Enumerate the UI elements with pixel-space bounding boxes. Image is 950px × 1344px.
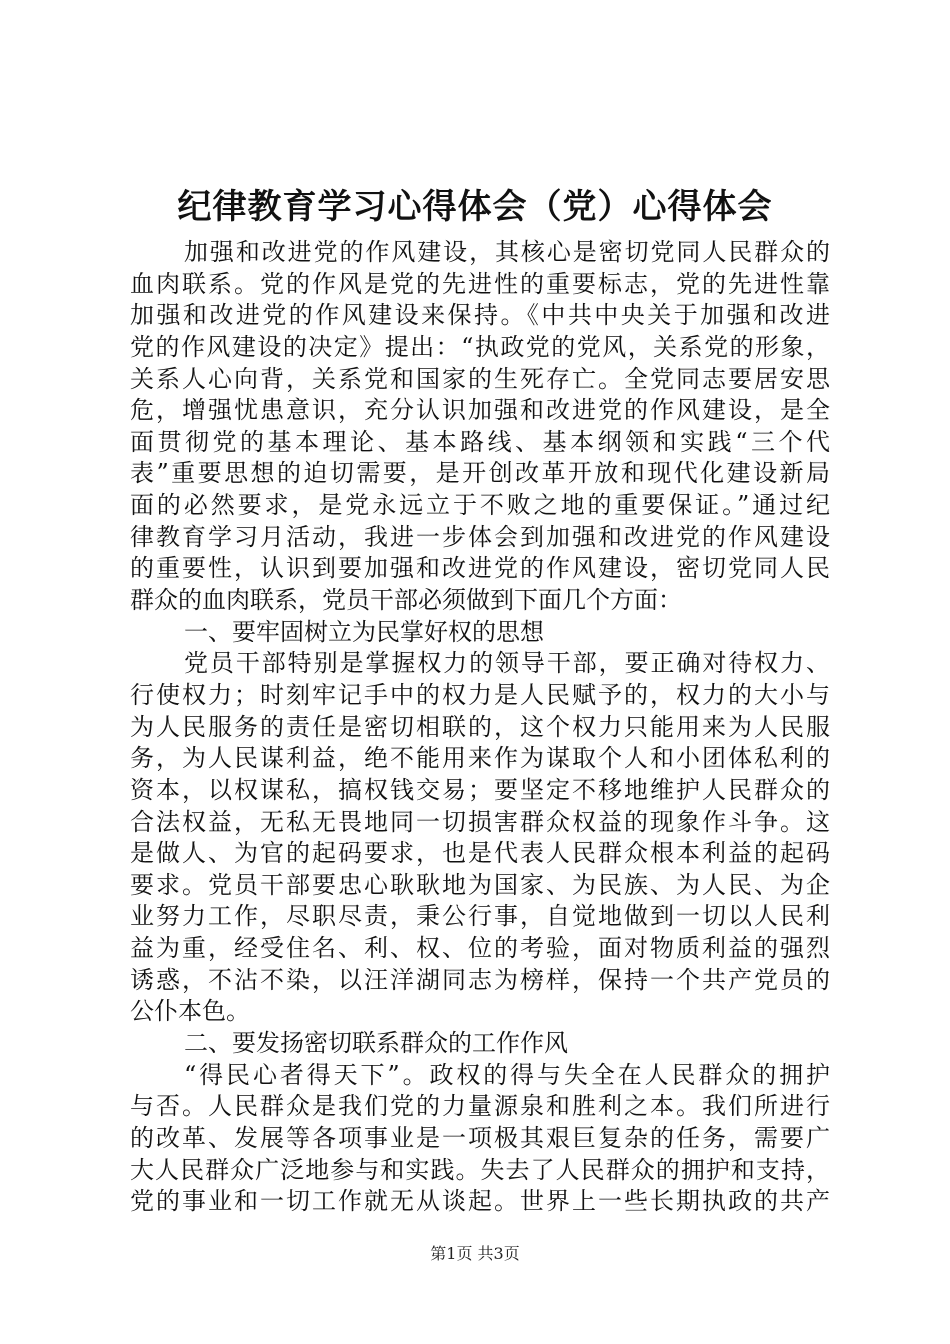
text-line: 群众的血肉联系，党员干部必须做到下面几个方面： bbox=[130, 586, 682, 615]
text-line: 大人民群众广泛地参与和实践。失去了人民群众的拥护和支持， bbox=[130, 1155, 830, 1184]
text-line: 党的作风建设的决定》提出：“执政党的党风，关系党的形象， bbox=[130, 332, 830, 361]
text-line: 资本，以权谋私，搞权钱交易；要坚定不移地维护人民群众的 bbox=[130, 775, 830, 804]
text-line: 党的事业和一切工作就无从谈起。世界上一些长期执政的共产 bbox=[130, 1187, 830, 1216]
text-line: 的重要性，认识到要加强和改进党的作风建设，密切党同人民 bbox=[130, 554, 830, 583]
text-line: 表”重要思想的迫切需要，是开创改革开放和现代化建设新局 bbox=[130, 459, 830, 488]
text-line: 要求。党员干部要忠心耿耿地为国家、为民族、为人民、为企 bbox=[130, 870, 830, 899]
text-line: 是做人、为官的起码要求，也是代表人民群众根本利益的起码 bbox=[130, 839, 830, 868]
text-line: 为人民服务的责任是密切相联的，这个权力只能用来为人民服 bbox=[130, 712, 830, 741]
text-line: 合法权益，无私无畏地同一切损害群众权益的现象作斗争。这 bbox=[130, 807, 830, 836]
document-body bbox=[130, 237, 830, 1218]
text-line: 与否。人民群众是我们党的力量源泉和胜利之本。我们所进行 bbox=[130, 1092, 830, 1121]
text-line: 行使权力；时刻牢记手中的权力是人民赋予的，权力的大小与 bbox=[130, 680, 830, 709]
text-line: 诱惑，不沾不染，以汪洋湖同志为榜样，保持一个共产党员的 bbox=[130, 965, 830, 994]
text-line: “得民心者得天下”。政权的得与失全在人民群众的拥护 bbox=[184, 1060, 830, 1089]
text-line: 一、要牢固树立为民掌好权的思想 bbox=[184, 617, 544, 646]
text-line: 面贯彻党的基本理论、基本路线、基本纲领和实践“三个代 bbox=[130, 427, 830, 456]
text-line: 危，增强忧患意识，充分认识加强和改进党的作风建设，是全 bbox=[130, 396, 830, 425]
text-line: 公仆本色。 bbox=[130, 997, 250, 1026]
text-line: 务，为人民谋利益，绝不能用来作为谋取个人和小团体私利的 bbox=[130, 744, 830, 773]
text-line: 律教育学习月活动，我进一步体会到加强和改进党的作风建设 bbox=[130, 522, 830, 551]
text-line: 加强和改进党的作风建设来保持。《中共中央关于加强和改进 bbox=[130, 301, 830, 330]
text-line: 关系人心向背，关系党和国家的生死存亡。全党同志要居安思 bbox=[130, 364, 830, 393]
text-line: 二、要发扬密切联系群众的工作作风 bbox=[184, 1029, 568, 1058]
text-line: 党员干部特别是掌握权力的领导干部，要正确对待权力、 bbox=[184, 649, 830, 678]
text-line: 面的必然要求，是党永远立于不败之地的重要保证。”通过纪 bbox=[130, 491, 830, 520]
text-line: 益为重，经受住名、利、权、位的考验，面对物质利益的强烈 bbox=[130, 934, 830, 963]
text-line: 的改革、发展等各项事业是一项极其艰巨复杂的任务，需要广 bbox=[130, 1123, 830, 1152]
text-line: 血肉联系。党的作风是党的先进性的重要标志，党的先进性靠 bbox=[130, 269, 830, 298]
text-line: 业努力工作，尽职尽责，秉公行事，自觉地做到一切以人民利 bbox=[130, 902, 830, 931]
document-title: 纪律教育学习心得体会（党）心得体会 bbox=[177, 187, 773, 227]
text-line: 加强和改进党的作风建设，其核心是密切党同人民群众的 bbox=[184, 238, 830, 266]
page-footer: 第1页 共3页 bbox=[430, 1244, 520, 1263]
